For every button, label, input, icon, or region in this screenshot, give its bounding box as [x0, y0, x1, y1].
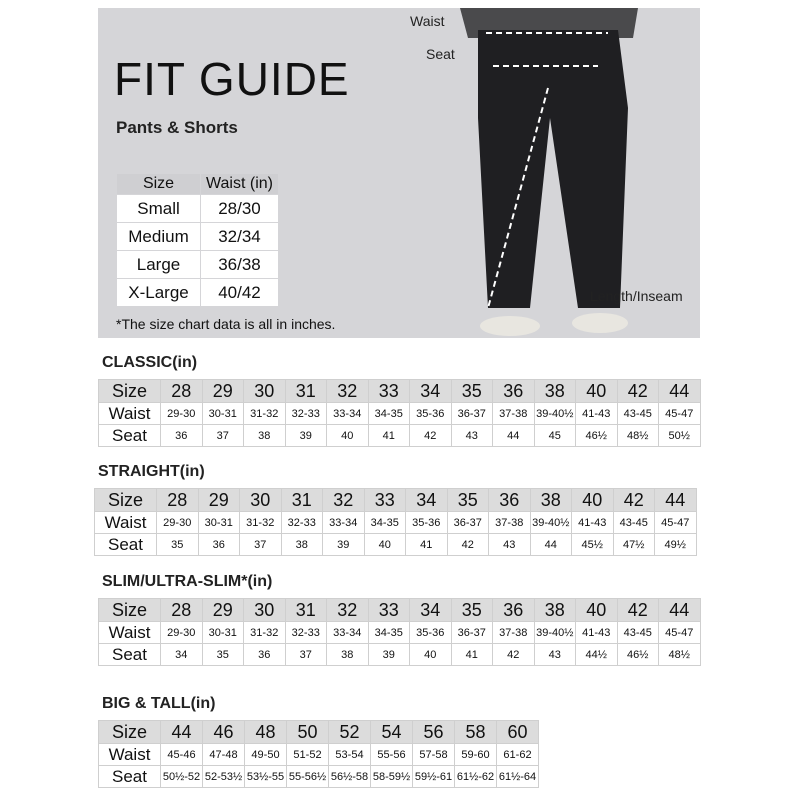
cell: 42: [447, 534, 489, 556]
row-header: Seat: [99, 766, 161, 788]
table-row: [117, 279, 279, 307]
cell: 56: [413, 721, 455, 744]
cell: 29-30: [157, 512, 199, 534]
cell: 30: [240, 489, 282, 512]
page-title: FIT GUIDE: [114, 53, 350, 105]
cell: 33: [368, 599, 410, 622]
cell: 53-54: [329, 744, 371, 766]
cell: 56½-58: [329, 766, 371, 788]
cell: 30-31: [202, 622, 244, 644]
cell: 53½-55: [245, 766, 287, 788]
cell: 28: [161, 380, 203, 403]
cell: 34-35: [368, 622, 410, 644]
cell: 42: [493, 644, 535, 666]
cell: 37: [285, 644, 327, 666]
cell: 48½: [617, 425, 659, 447]
cell: 33-34: [327, 622, 369, 644]
cell: 51-52: [287, 744, 329, 766]
cell: 40: [576, 599, 618, 622]
table-row: [95, 534, 697, 556]
cell: 28/30: [201, 195, 279, 223]
cell: 44: [655, 489, 697, 512]
cell: 36: [493, 380, 535, 403]
cell: 30: [244, 380, 286, 403]
section-title: CLASSIC(in): [102, 354, 198, 371]
cell: 43-45: [617, 622, 659, 644]
cell: 38: [327, 644, 369, 666]
cell: 47½: [613, 534, 655, 556]
cell: 35-36: [406, 512, 448, 534]
cell: 32: [327, 380, 369, 403]
cell: 35: [157, 534, 199, 556]
cell: 36: [244, 644, 286, 666]
table-row: [99, 599, 701, 622]
cell: 44½: [576, 644, 618, 666]
footnote: *The size chart data is all in inches.: [116, 316, 336, 332]
header-cell: Waist (in): [201, 174, 279, 195]
row-header: Size: [99, 599, 161, 622]
cell: 45: [534, 425, 576, 447]
size-table: [116, 173, 279, 307]
cell: 30-31: [198, 512, 240, 534]
cell: 39-40½: [534, 403, 576, 425]
seat-label: Seat: [426, 46, 455, 62]
cell: 31-32: [244, 622, 286, 644]
cell: 41: [406, 534, 448, 556]
cell: 36-37: [451, 622, 493, 644]
cell: 37-38: [489, 512, 531, 534]
cell: 32-33: [285, 403, 327, 425]
table-row: [95, 512, 697, 534]
cell: 31: [285, 380, 327, 403]
row-header: Seat: [99, 425, 161, 447]
table-row: [99, 644, 701, 666]
cell: 57-58: [413, 744, 455, 766]
cell: 45½: [572, 534, 614, 556]
cell: 31: [281, 489, 323, 512]
cell: 33-34: [327, 403, 369, 425]
cell: 34: [161, 644, 203, 666]
cell: 45-47: [655, 512, 697, 534]
cell: 55-56: [371, 744, 413, 766]
cell: 59½-61: [413, 766, 455, 788]
cell: 44: [530, 534, 572, 556]
table-row: [117, 223, 279, 251]
cell: 39: [368, 644, 410, 666]
cell: 40: [572, 489, 614, 512]
cell: 34-35: [368, 403, 410, 425]
cell: 39: [285, 425, 327, 447]
cell: 43-45: [613, 512, 655, 534]
cell: 39-40½: [530, 512, 572, 534]
cell: 37: [202, 425, 244, 447]
size-chart-table: [98, 720, 539, 788]
cell: 40: [327, 425, 369, 447]
cell: 29: [202, 599, 244, 622]
cell: 29: [198, 489, 240, 512]
size-table-header: [117, 174, 279, 195]
cell: 32/34: [201, 223, 279, 251]
cell: 38: [534, 380, 576, 403]
cell: 30-31: [202, 403, 244, 425]
cell: 37: [240, 534, 282, 556]
cell: 44: [659, 599, 701, 622]
cell: 45-46: [161, 744, 203, 766]
cell: 29-30: [161, 622, 203, 644]
table-row: [117, 195, 279, 223]
cell: 32: [327, 599, 369, 622]
table-row: [95, 489, 697, 512]
cell: 52-53½: [203, 766, 245, 788]
cell: 38: [534, 599, 576, 622]
cell: 54: [371, 721, 413, 744]
cell: 47-48: [203, 744, 245, 766]
cell: 38: [281, 534, 323, 556]
cell: 50½-52: [161, 766, 203, 788]
cell: 52: [329, 721, 371, 744]
cell: 32: [323, 489, 365, 512]
header-cell: Size: [117, 174, 201, 195]
row-header: Size: [99, 721, 161, 744]
cell: 42: [617, 380, 659, 403]
table-row: [99, 425, 701, 447]
size-chart-table: [98, 379, 701, 447]
cell: 33: [368, 380, 410, 403]
cell: 59-60: [455, 744, 497, 766]
cell: 37-38: [493, 622, 535, 644]
section-title: BIG & TALL(in): [102, 695, 216, 712]
cell: 45-47: [659, 403, 701, 425]
cell: 60: [497, 721, 539, 744]
cell: 41: [451, 644, 493, 666]
cell: 49½: [655, 534, 697, 556]
cell: 36: [489, 489, 531, 512]
fit-guide-banner: [98, 8, 700, 338]
cell: 31-32: [240, 512, 282, 534]
cell: 30: [244, 599, 286, 622]
cell: 32-33: [285, 622, 327, 644]
cell: 36: [493, 599, 535, 622]
cell: 48: [245, 721, 287, 744]
cell: 43: [489, 534, 531, 556]
cell: 50: [287, 721, 329, 744]
cell: 48½: [659, 644, 701, 666]
cell: 31: [285, 599, 327, 622]
table-row: [99, 403, 701, 425]
cell: 39-40½: [534, 622, 576, 644]
cell: 38: [530, 489, 572, 512]
cell: 37-38: [493, 403, 535, 425]
cell: 35: [447, 489, 489, 512]
cell: 38: [244, 425, 286, 447]
cell: 58-59½: [371, 766, 413, 788]
subtitle: Pants & Shorts: [116, 118, 238, 137]
table-row: [99, 622, 701, 644]
cell: 61½-64: [497, 766, 539, 788]
cell: 41: [368, 425, 410, 447]
cell: 55-56½: [287, 766, 329, 788]
cell: 28: [161, 599, 203, 622]
cell: 34: [406, 489, 448, 512]
cell: 43-45: [617, 403, 659, 425]
cell: 58: [455, 721, 497, 744]
cell: 41-43: [576, 622, 618, 644]
row-header: Waist: [99, 744, 161, 766]
cell: 36-37: [447, 512, 489, 534]
cell: 35: [451, 380, 493, 403]
cell: 40: [364, 534, 406, 556]
cell: 42: [613, 489, 655, 512]
cell: 33: [364, 489, 406, 512]
cell: 34: [410, 380, 452, 403]
cell: 42: [410, 425, 452, 447]
row-header: Waist: [99, 403, 161, 425]
cell: 43: [534, 644, 576, 666]
size-chart-table: [98, 598, 701, 666]
cell: 36/38: [201, 251, 279, 279]
cell: 40: [576, 380, 618, 403]
cell: 31-32: [244, 403, 286, 425]
cell: 34-35: [364, 512, 406, 534]
row-header: Waist: [95, 512, 157, 534]
cell: 36-37: [451, 403, 493, 425]
cell: 50½: [659, 425, 701, 447]
cell: 35-36: [410, 403, 452, 425]
cell: 61-62: [497, 744, 539, 766]
cell: 46½: [576, 425, 618, 447]
row-header: Seat: [95, 534, 157, 556]
cell: 46: [203, 721, 245, 744]
cell: 39: [323, 534, 365, 556]
cell: 28: [157, 489, 199, 512]
cell: 40: [410, 644, 452, 666]
cell: 61½-62: [455, 766, 497, 788]
cell: 35-36: [410, 622, 452, 644]
table-row: [99, 744, 539, 766]
cell: 44: [161, 721, 203, 744]
cell: 45-47: [659, 622, 701, 644]
section-title: SLIM/ULTRA-SLIM*(in): [102, 573, 273, 590]
cell: Large: [117, 251, 201, 279]
table-row: [99, 721, 539, 744]
cell: 41-43: [576, 403, 618, 425]
cell: X-Large: [117, 279, 201, 307]
cell: Small: [117, 195, 201, 223]
row-header: Waist: [99, 622, 161, 644]
cell: 43: [451, 425, 493, 447]
cell: 42: [617, 599, 659, 622]
cell: 29: [202, 380, 244, 403]
cell: 36: [161, 425, 203, 447]
size-chart-table: [94, 488, 697, 556]
row-header: Size: [95, 489, 157, 512]
row-header: Size: [99, 380, 161, 403]
table-row: [117, 251, 279, 279]
cell: 49-50: [245, 744, 287, 766]
cell: 46½: [617, 644, 659, 666]
cell: 35: [451, 599, 493, 622]
cell: 44: [493, 425, 535, 447]
cell: 40/42: [201, 279, 279, 307]
cell: 32-33: [281, 512, 323, 534]
section-title: STRAIGHT(in): [98, 463, 205, 480]
cell: 34: [410, 599, 452, 622]
cell: 36: [198, 534, 240, 556]
table-row: [99, 380, 701, 403]
cell: 41-43: [572, 512, 614, 534]
table-row: [99, 766, 539, 788]
waist-label: Waist: [410, 13, 445, 29]
length-label: Length/Inseam: [590, 288, 683, 304]
cell: 33-34: [323, 512, 365, 534]
row-header: Seat: [99, 644, 161, 666]
cell: 44: [659, 380, 701, 403]
cell: 29-30: [161, 403, 203, 425]
cell: 35: [202, 644, 244, 666]
cell: Medium: [117, 223, 201, 251]
